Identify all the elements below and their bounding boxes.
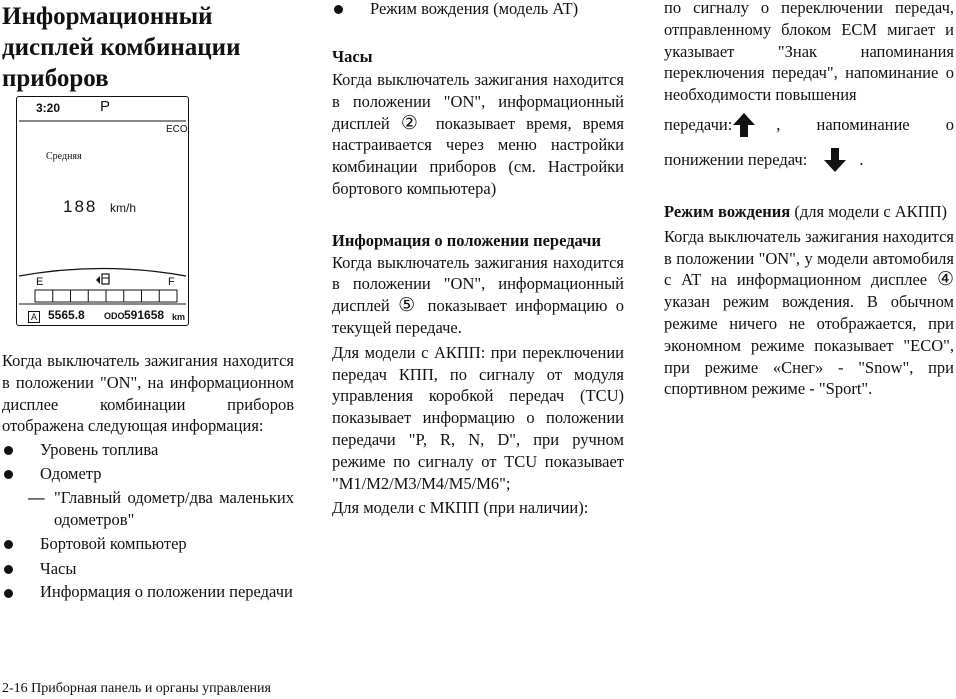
- column-left: [2, 0, 294, 94]
- page-title: Информационный дисплей комбинации приборов: [2, 3, 241, 92]
- shift-reminder-paragraph: по сигналу о переключении передач, отправленному блоком ECM мигает и указывает "Знак напоминания переключения передач", напоминание о необходимости повышения: [664, 0, 954, 105]
- clock-text-cont: показывает время, время настраивается через меню настройки комбинации приборов (см. Настройки бортового компьютера): [332, 113, 625, 199]
- trip-readout: 5565.8: [48, 308, 85, 322]
- odo-unit: km: [172, 312, 186, 322]
- column-middle: [332, 0, 624, 519]
- mkpp-paragraph: Для модели с МКПП (при наличии):: [332, 498, 589, 518]
- list-item: Уровень топлива: [2, 438, 294, 462]
- list-item: Информация о положении передачи: [2, 581, 294, 603]
- mode-heading-paragraph: [664, 201, 954, 223]
- fuel-pump-icon: [96, 274, 109, 284]
- info-list: [2, 438, 294, 487]
- clock-text: Когда выключатель зажигания находится в положении "ON", информационный дисплей: [332, 70, 624, 133]
- clock-heading: Часы: [332, 47, 373, 67]
- callout-number: ⑤: [398, 295, 420, 317]
- gear-heading: Информация о положении передачи: [332, 230, 601, 250]
- sub-list-text: "Главный одометр/два маленьких одометров": [54, 487, 294, 529]
- odo-label: ODO: [104, 311, 125, 321]
- speed-value: 188: [63, 197, 98, 216]
- drive-mode-item: [332, 0, 624, 21]
- list-item: Режим вождения (модель AT): [332, 0, 624, 21]
- upshift-line: [664, 112, 954, 138]
- display-lines: [16, 96, 191, 330]
- gear-text-cont: показывает информацию о текущей передаче.: [332, 296, 625, 338]
- trip-badge: A: [28, 311, 40, 323]
- mode-text: Когда выключатель зажигания находится в положении "ON", у модели автомобиля с AT на информационном дисплее: [664, 226, 954, 290]
- mode-heading-rest: (для модели с АКПП): [790, 201, 948, 221]
- gear-indicator: P: [100, 98, 111, 115]
- list-item: Часы: [2, 557, 294, 581]
- upshift-text-cont: , напоминание о: [776, 115, 954, 135]
- gear-paragraph: [332, 252, 624, 339]
- mode-paragraph: [664, 226, 954, 400]
- eco-indicator: ECO: [166, 124, 188, 135]
- clock-paragraph: [332, 69, 624, 200]
- fuel-gauge-bar: [35, 290, 177, 302]
- downshift-arrow-icon: [823, 147, 847, 173]
- info-display-figure: [16, 96, 191, 330]
- callout-number: ④: [936, 269, 954, 291]
- list-item: Одометр: [2, 462, 294, 486]
- info-list-continued: [2, 532, 294, 602]
- downshift-label: понижении передач:: [664, 150, 808, 170]
- callout-number: ②: [400, 112, 425, 134]
- upshift-label: передачи:: [664, 115, 733, 135]
- average-label: Средняя: [46, 151, 82, 162]
- speed-unit: km/h: [110, 201, 137, 215]
- clock-readout: 3:20: [36, 101, 61, 115]
- upshift-arrow-icon: [732, 112, 756, 138]
- downshift-line: [664, 147, 954, 173]
- column-right: [664, 0, 954, 400]
- column-left-body: [2, 350, 294, 603]
- list-item: Бортовой компьютер: [2, 532, 294, 556]
- fuel-full-label: F: [168, 276, 175, 288]
- fuel-empty-label: E: [36, 276, 44, 288]
- dash-marker: —: [28, 487, 45, 507]
- page-footer: 2-16 Приборная панель и органы управления: [2, 681, 271, 696]
- mode-text-cont: указан режим вождения. В обычном режиме ничего не отображается, при экономном режиме показывает "ECO", при режиме «Снег» - "Snow", при спортивном режиме - "Sport".: [664, 292, 954, 399]
- sub-list-item: [2, 487, 294, 531]
- akpp-paragraph: Для модели с АКПП: при переключении передач КПП, по сигналу от модуля управления коробкой передач (TCU) показывает информацию о положении передачи "P, R, N, D", при ручном режиме по сигналу от TCU показывает "M1/M2/M3/M4/M5/M6";: [332, 342, 624, 493]
- odo-readout: 591658: [124, 308, 165, 322]
- downshift-text-end: .: [859, 150, 864, 170]
- gear-text: Когда выключатель зажигания находится в положении "ON", информационный дисплей: [332, 252, 624, 316]
- mode-heading: Режим вождения: [664, 201, 791, 221]
- intro-paragraph: Когда выключатель зажигания находится в положении "ON", на информационном дисплее комбинации приборов отображена следующая информация:: [2, 351, 294, 436]
